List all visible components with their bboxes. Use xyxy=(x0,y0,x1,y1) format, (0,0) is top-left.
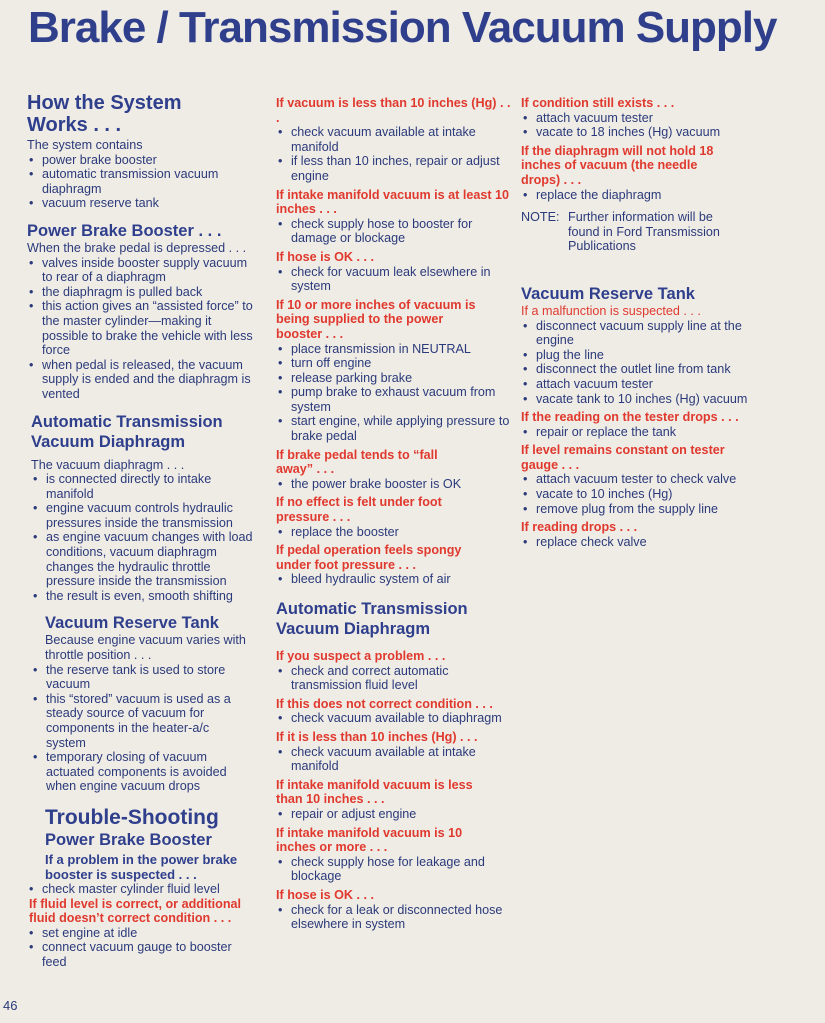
vrt-heading: Vacuum Reserve Tank xyxy=(45,614,219,633)
condition: If reading drops . . . xyxy=(521,520,638,535)
steps xyxy=(521,472,761,516)
steps xyxy=(276,217,516,246)
list-item: • replace the diaphragm xyxy=(521,188,761,203)
column-middle xyxy=(276,96,516,932)
ts-list-2 xyxy=(27,926,259,970)
steps xyxy=(276,745,516,774)
list-item: • this “stored” vacuum is used as a steady source of vacuum for components in the heater-a/c system xyxy=(31,692,243,750)
list-item: • vacate tank to 10 inches (Hg) vacuum xyxy=(521,392,761,407)
steps xyxy=(276,342,516,444)
condition: If 10 or more inches of vacuum is being supplied to the power booster . . . xyxy=(276,297,476,341)
atvd-ts-heading: Automatic Transmission Vacuum Diaphragm xyxy=(276,600,468,638)
how-list xyxy=(27,153,259,211)
condition: If level remains constant on tester gauge . . . xyxy=(521,443,725,472)
list-item: • automatic transmission vacuum diaphragm xyxy=(27,167,259,196)
list-item: • vacate to 10 inches (Hg) xyxy=(521,487,761,502)
steps xyxy=(276,265,516,294)
list-item: • check master cylinder fluid level xyxy=(27,882,259,897)
pbb-list xyxy=(27,256,255,402)
list-item: • the result is even, smooth shifting xyxy=(31,589,259,604)
steps xyxy=(276,903,516,932)
note-text: Further information will be found in Ford Transmission Publications xyxy=(568,210,720,254)
condition: If you suspect a problem . . . xyxy=(276,649,446,663)
how-system-works-heading: How the System Works . . . xyxy=(27,92,182,136)
list-item: • plug the line xyxy=(521,348,761,363)
condition: If pedal operation feels spongy under foot pressure . . . xyxy=(276,543,462,572)
list-item: • connect vacuum gauge to booster feed xyxy=(27,940,259,969)
list-item: • pump brake to exhaust vacuum from system xyxy=(276,385,516,414)
steps xyxy=(521,535,761,550)
condition: If the diaphragm will not hold 18 inches of vacuum (the needle drops) . . . xyxy=(521,143,714,187)
list-item: • check supply hose for leakage and blockage xyxy=(276,855,516,884)
condition: If intake manifold vacuum is less than 10 inches . . . xyxy=(276,777,473,807)
ts-subheading: Power Brake Booster xyxy=(45,830,212,849)
list-item: • check for vacuum leak elsewhere in system xyxy=(276,265,516,294)
list-item: • disconnect vacuum supply line at the engine xyxy=(521,319,761,348)
list-item: • vacate to 18 inches (Hg) vacuum xyxy=(521,125,761,140)
steps xyxy=(276,525,516,540)
list-item: • check vacuum available at intake manifold xyxy=(276,745,516,774)
condition: If intake manifold vacuum is at least 10 inches . . . xyxy=(276,187,510,217)
condition: If the reading on the tester drops . . . xyxy=(521,410,739,425)
list-item: • valves inside booster supply vacuum to rear of a diaphragm xyxy=(27,256,255,285)
list-item: • check supply hose to booster for damage or blockage xyxy=(276,217,516,246)
list-item: • repair or adjust engine xyxy=(276,807,516,822)
condition: If vacuum is less than 10 inches (Hg) . . . xyxy=(276,96,511,125)
condition: If hose is OK . . . xyxy=(276,249,374,264)
trouble-shooting-heading: Trouble-Shooting xyxy=(45,805,219,829)
list-item: • the diaphragm is pulled back xyxy=(27,285,255,300)
list-item: • bleed hydraulic system of air xyxy=(276,572,516,587)
note-label: NOTE: xyxy=(521,210,560,225)
list-item: • this action gives an “assisted force” to the master cylinder—making it possible to brake the vehicle with less force xyxy=(27,299,255,357)
condition: If a malfunction is suspected . . . xyxy=(521,303,701,318)
condition: If this does not correct condition . . . xyxy=(276,696,493,711)
steps xyxy=(276,711,516,726)
atvd-list xyxy=(27,472,259,603)
pbb-intro: When the brake pedal is depressed . . . xyxy=(27,240,247,255)
list-item: • release parking brake xyxy=(276,371,516,386)
steps xyxy=(276,572,516,587)
ts-condition-2: If fluid level is correct, or additional fluid doesn’t correct condition . . . xyxy=(29,896,242,926)
vrt-ts-heading: Vacuum Reserve Tank xyxy=(521,284,695,303)
list-item: • power brake booster xyxy=(27,153,259,168)
list-item: • temporary closing of vacuum actuated components is avoided when engine vacuum drops xyxy=(31,750,243,794)
list-item: • the reserve tank is used to store vacuum xyxy=(31,663,243,692)
list-item: • attach vacuum tester to check valve xyxy=(521,472,761,487)
page-number: 46 xyxy=(3,998,18,1013)
condition: If condition still exists . . . xyxy=(521,96,675,110)
list-item: • replace check valve xyxy=(521,535,761,550)
list-item: • turn off engine xyxy=(276,356,516,371)
page-title: Brake / Transmission Vacuum Supply xyxy=(28,3,777,52)
steps xyxy=(521,319,761,407)
vrt-list xyxy=(27,663,243,794)
list-item: • check vacuum available to diaphragm xyxy=(276,711,516,726)
list-item: • repair or replace the tank xyxy=(521,425,761,440)
condition: If no effect is felt under foot pressure . . . xyxy=(276,495,442,525)
steps xyxy=(521,188,761,203)
list-item: • start engine, while applying pressure to brake pedal xyxy=(276,414,516,443)
list-item: • attach vacuum tester xyxy=(521,377,761,392)
steps xyxy=(521,111,761,140)
list-item: • as engine vacuum changes with load conditions, vacuum diaphragm changes the hydraulic throttle pressure inside the transmission xyxy=(31,530,259,588)
ts-condition-1: If a problem in the power brake booster is suspected . . . xyxy=(45,851,238,882)
list-item: • check vacuum available at intake manifold xyxy=(276,125,516,154)
atvd-intro: The vacuum diaphragm . . . xyxy=(31,457,185,472)
ts-list-1 xyxy=(27,882,259,897)
column-right xyxy=(521,96,761,549)
condition: If hose is OK . . . xyxy=(276,887,374,902)
list-item: • vacuum reserve tank xyxy=(27,196,259,211)
list-item: • engine vacuum controls hydraulic pressures inside the transmission xyxy=(31,501,259,530)
column-left xyxy=(27,92,259,970)
steps xyxy=(521,425,761,440)
condition: If it is less than 10 inches (Hg) . . . xyxy=(276,729,478,744)
list-item: • is connected directly to intake manifold xyxy=(31,472,259,501)
list-item: • set engine at idle xyxy=(27,926,259,941)
steps xyxy=(276,125,516,183)
atvd-heading: Automatic Transmission Vacuum Diaphragm xyxy=(31,412,223,451)
power-brake-booster-heading: Power Brake Booster . . . xyxy=(27,221,222,240)
condition: If intake manifold vacuum is 10 inches or more . . . xyxy=(276,825,463,855)
list-item: • remove plug from the supply line xyxy=(521,502,761,517)
list-item: • check and correct automatic transmission fluid level xyxy=(276,664,516,693)
list-item: • disconnect the outlet line from tank xyxy=(521,362,761,377)
steps xyxy=(276,855,516,884)
list-item: • replace the booster xyxy=(276,525,516,540)
steps xyxy=(276,807,516,822)
steps xyxy=(276,664,516,693)
condition: If brake pedal tends to “fall away” . . . xyxy=(276,447,438,477)
vrt-intro: Because engine vacuum varies with throttle position . . . xyxy=(45,633,246,663)
list-item: • if less than 10 inches, repair or adjust engine xyxy=(276,154,516,183)
how-intro: The system contains xyxy=(27,138,143,152)
note xyxy=(521,210,761,254)
list-item: • place transmission in NEUTRAL xyxy=(276,342,516,357)
list-item: • check for a leak or disconnected hose elsewhere in system xyxy=(276,903,516,932)
list-item: • when pedal is released, the vacuum supply is ended and the diaphragm is vented xyxy=(27,358,255,402)
list-item: • the power brake booster is OK xyxy=(276,477,516,492)
list-item: • attach vacuum tester xyxy=(521,111,761,126)
steps xyxy=(276,477,516,492)
